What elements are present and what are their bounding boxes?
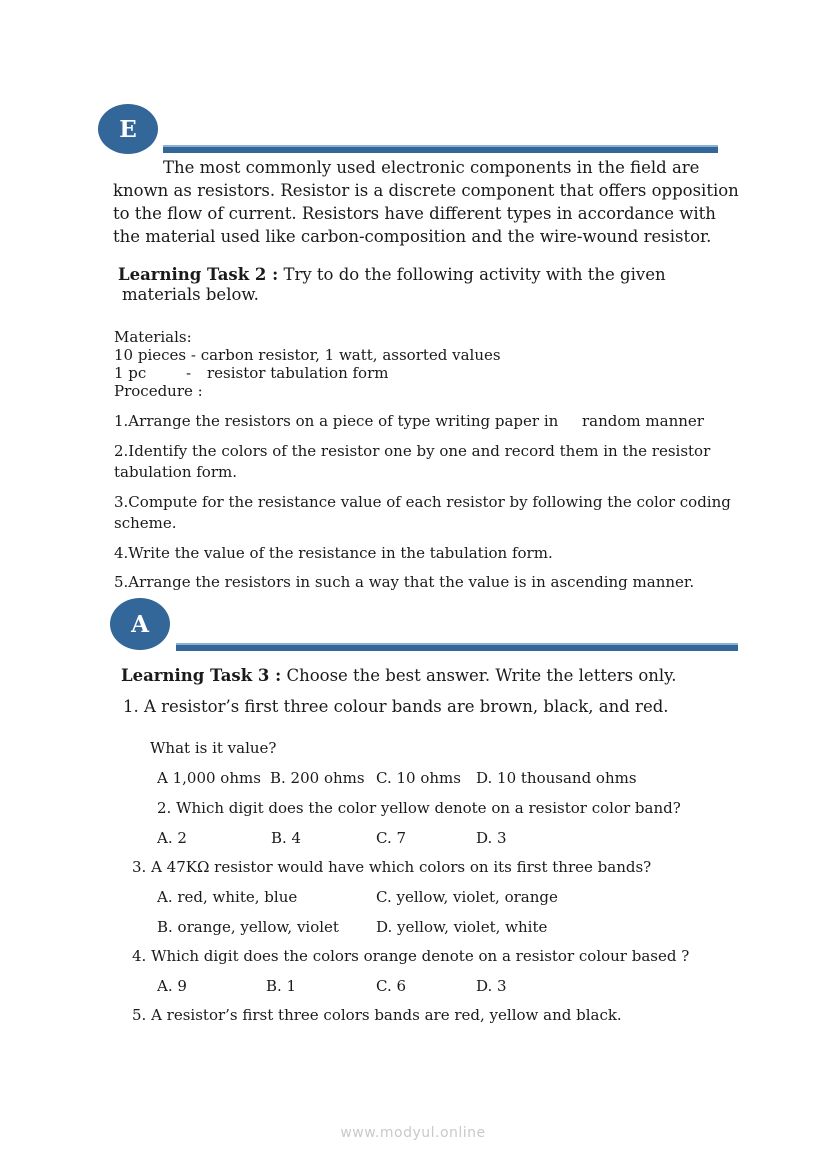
learning-task-2: [118, 265, 666, 284]
learning-task-3-label: Learning Task 3 :: [121, 666, 282, 685]
procedure-step-5: 5.Arrange the resistors in such a way that the value is in ascending manner.: [114, 573, 695, 591]
question-1: 1. A resistor’s first three colour bands are brown, black, and red.: [123, 697, 669, 716]
q2-option-c: C. 7: [376, 829, 407, 847]
procedure-step-3-cont: scheme.: [114, 514, 177, 532]
learning-task-2-label: Learning Task 2 :: [118, 265, 279, 284]
procedure-step-3: 3.Compute for the resistance value of each resistor by following the color coding: [114, 493, 731, 511]
q3-option-a: A. red, white, blue: [157, 888, 298, 906]
q4-option-d: D. 3: [476, 977, 507, 995]
section-rule-e: [163, 147, 718, 153]
q2-option-a: A. 2: [157, 829, 187, 847]
question-3: 3. A 47KΩ resistor would have which colors on its first three bands?: [132, 858, 652, 876]
q1-option-c: C. 10 ohms: [376, 769, 461, 787]
materials-heading: Materials:: [114, 328, 192, 346]
procedure-step-2: 2.Identify the colors of the resistor one by one and record them in the resistor: [114, 442, 711, 460]
q4-option-a: A. 9: [157, 977, 187, 995]
learning-task-3-text: Choose the best answer. Write the letters only.: [281, 666, 677, 685]
question-5: 5. A resistor’s first three colors bands are red, yellow and black.: [132, 1006, 622, 1024]
material-item-2-dash: -: [186, 364, 192, 382]
watermark: www.modyul.online: [340, 1125, 486, 1141]
q2-option-b: B. 4: [271, 829, 302, 847]
procedure-step-1: 1.Arrange the resistors on a piece of type writing paper in: [114, 412, 559, 430]
intro-line-1: The most commonly used electronic components in the field are: [163, 158, 700, 177]
material-item-2-qty: 1 pc: [114, 364, 147, 382]
material-item-2-name: resistor tabulation form: [207, 364, 389, 382]
q1-option-d: D. 10 thousand ohms: [476, 769, 637, 787]
q4-option-b: B. 1: [266, 977, 297, 995]
question-2: 2. Which digit does the color yellow denote on a resistor color band?: [157, 799, 681, 817]
q1-option-b: B. 200 ohms: [270, 769, 365, 787]
intro-line-2: known as resistors. Resistor is a discrete component that offers opposition: [113, 181, 739, 200]
section-badge-a: A: [110, 598, 170, 650]
material-item-1: 10 pieces - carbon resistor, 1 watt, assorted values: [114, 346, 501, 364]
question-4: 4. Which digit does the colors orange denote on a resistor colour based ?: [132, 947, 690, 965]
learning-task-2-text: Try to do the following activity with the given: [278, 265, 666, 284]
q2-option-d: D. 3: [476, 829, 507, 847]
procedure-step-4: 4.Write the value of the resistance in the tabulation form.: [114, 544, 553, 562]
learning-task-3: [121, 666, 677, 685]
procedure-step-2-cont: tabulation form.: [114, 463, 238, 481]
learning-task-2-text-2: materials below.: [122, 285, 259, 304]
intro-line-3: to the flow of current. Resistors have different types in accordance with: [113, 204, 716, 223]
procedure-heading: Procedure :: [114, 382, 203, 400]
q3-option-b: B. orange, yellow, violet: [157, 918, 339, 936]
intro-line-4: the material used like carbon-composition and the wire-wound resistor.: [113, 227, 712, 246]
question-1-sub: What is it value?: [150, 739, 277, 757]
q4-option-c: C. 6: [376, 977, 407, 995]
section-badge-e: E: [98, 104, 158, 154]
q3-option-d: D. yellow, violet, white: [376, 918, 548, 936]
q3-option-c: C. yellow, violet, orange: [376, 888, 558, 906]
q1-option-a: A 1,000 ohms: [157, 769, 261, 787]
procedure-step-1-end: random manner: [582, 412, 704, 430]
section-rule-a: [176, 645, 738, 651]
